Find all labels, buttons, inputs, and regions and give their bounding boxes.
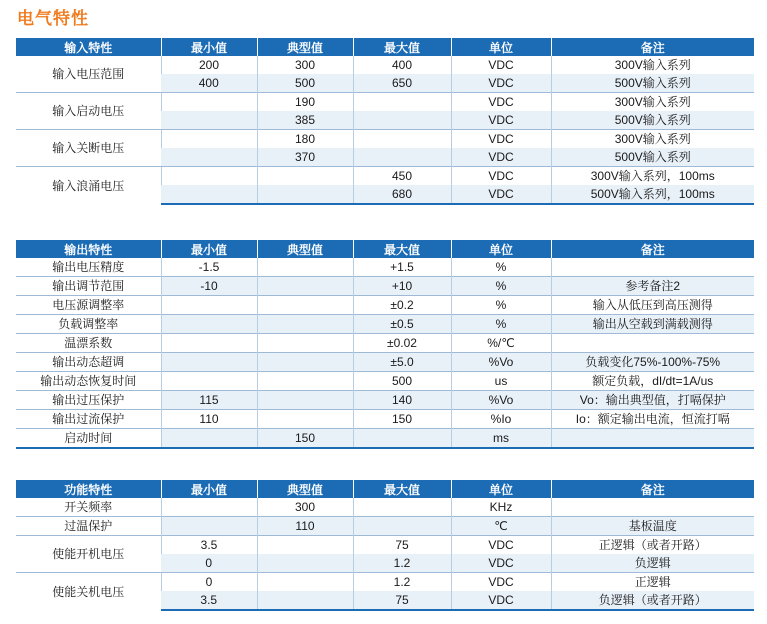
max-value-cell: ±0.5 xyxy=(353,315,451,334)
remark-cell xyxy=(551,334,754,353)
parameter-label: 开关频率 xyxy=(16,498,161,517)
min-value-cell xyxy=(161,353,257,372)
typ-value-cell: 150 xyxy=(257,429,353,449)
max-value-cell: 150 xyxy=(353,410,451,429)
remark-cell: 负载变化75%-100%-75% xyxy=(551,353,754,372)
min-value-cell xyxy=(161,296,257,315)
unit-cell: ℃ xyxy=(451,517,551,536)
remark-cell: 输出从空载到满载测得 xyxy=(551,315,754,334)
column-header: 最大值 xyxy=(353,480,451,498)
typ-value-cell xyxy=(257,391,353,410)
column-header: 单位 xyxy=(451,38,551,56)
max-value-cell: 75 xyxy=(353,591,451,610)
column-header: 最大值 xyxy=(353,38,451,56)
min-value-cell xyxy=(161,429,257,449)
unit-cell: %/℃ xyxy=(451,334,551,353)
remark-cell xyxy=(551,258,754,277)
typ-value-cell: 370 xyxy=(257,148,353,167)
table-row xyxy=(16,429,754,449)
max-value-cell: 400 xyxy=(353,56,451,74)
table-row xyxy=(16,277,754,296)
max-value-cell: 500 xyxy=(353,372,451,391)
typ-value-cell xyxy=(257,167,353,186)
unit-cell: % xyxy=(451,277,551,296)
column-header: 最大值 xyxy=(353,240,451,258)
unit-cell: ms xyxy=(451,429,551,449)
max-value-cell: +1.5 xyxy=(353,258,451,277)
max-value-cell xyxy=(353,111,451,130)
column-header: 典型值 xyxy=(257,38,353,56)
typ-value-cell xyxy=(257,296,353,315)
typ-value-cell xyxy=(257,372,353,391)
table-row xyxy=(16,130,754,149)
min-value-cell xyxy=(161,372,257,391)
typ-value-cell: 190 xyxy=(257,93,353,112)
parameter-label: 输出动态恢复时间 xyxy=(16,372,161,391)
unit-cell: VDC xyxy=(451,148,551,167)
min-value-cell xyxy=(161,334,257,353)
min-value-cell: -10 xyxy=(161,277,257,296)
parameter-label: 使能开机电压 xyxy=(16,536,161,573)
typ-value-cell xyxy=(257,185,353,204)
max-value-cell xyxy=(353,130,451,149)
function-characteristics-table xyxy=(16,480,754,611)
table-row xyxy=(16,296,754,315)
remark-cell: 300V输入系列 xyxy=(551,93,754,112)
max-value-cell: ±0.2 xyxy=(353,296,451,315)
parameter-label: 过温保护 xyxy=(16,517,161,536)
remark-cell: 额定负载，dI/dt=1A/us xyxy=(551,372,754,391)
column-header: 输入特性 xyxy=(16,38,161,56)
max-value-cell: 650 xyxy=(353,74,451,93)
parameter-label: 输出动态超调 xyxy=(16,353,161,372)
unit-cell: VDC xyxy=(451,93,551,112)
column-header: 最小值 xyxy=(161,38,257,56)
max-value-cell: 1.2 xyxy=(353,554,451,573)
typ-value-cell: 385 xyxy=(257,111,353,130)
typ-value-cell xyxy=(257,277,353,296)
min-value-cell xyxy=(161,315,257,334)
parameter-label: 启动时间 xyxy=(16,429,161,449)
table-row xyxy=(16,573,754,592)
remark-cell: 300V输入系列 xyxy=(551,56,754,74)
parameter-label: 输入浪涌电压 xyxy=(16,167,161,205)
typ-value-cell xyxy=(257,410,353,429)
min-value-cell: 115 xyxy=(161,391,257,410)
unit-cell: %Vo xyxy=(451,353,551,372)
section-title: 电气特性 xyxy=(17,9,89,28)
max-value-cell xyxy=(353,93,451,112)
min-value-cell xyxy=(161,130,257,149)
typ-value-cell xyxy=(257,573,353,592)
min-value-cell xyxy=(161,111,257,130)
unit-cell: VDC xyxy=(451,74,551,93)
unit-cell: VDC xyxy=(451,130,551,149)
parameter-label: 输出过压保护 xyxy=(16,391,161,410)
parameter-label: 输出调节范围 xyxy=(16,277,161,296)
remark-cell: 负逻辑（或者开路） xyxy=(551,591,754,610)
min-value-cell: 400 xyxy=(161,74,257,93)
output-characteristics-table xyxy=(16,240,754,449)
unit-cell: % xyxy=(451,315,551,334)
unit-cell: % xyxy=(451,258,551,277)
remark-cell: 300V输入系列 xyxy=(551,130,754,149)
remark-cell: 300V输入系列，100ms xyxy=(551,167,754,186)
max-value-cell: 680 xyxy=(353,185,451,204)
parameter-label: 输入电压范围 xyxy=(16,56,161,93)
unit-cell: VDC xyxy=(451,111,551,130)
typ-value-cell: 300 xyxy=(257,498,353,517)
typ-value-cell xyxy=(257,591,353,610)
unit-cell: VDC xyxy=(451,56,551,74)
remark-cell: 输入从低压到高压测得 xyxy=(551,296,754,315)
remark-cell: 500V输入系列 xyxy=(551,148,754,167)
unit-cell: VDC xyxy=(451,591,551,610)
unit-cell: VDC xyxy=(451,573,551,592)
parameter-label: 输出过流保护 xyxy=(16,410,161,429)
typ-value-cell xyxy=(257,536,353,555)
table-row xyxy=(16,93,754,112)
column-header: 功能特性 xyxy=(16,480,161,498)
column-header: 备注 xyxy=(551,38,754,56)
column-header: 单位 xyxy=(451,480,551,498)
parameter-label: 使能关机电压 xyxy=(16,573,161,611)
parameter-label: 温漂系数 xyxy=(16,334,161,353)
column-header: 单位 xyxy=(451,240,551,258)
unit-cell: %Io xyxy=(451,410,551,429)
input-characteristics-table xyxy=(16,38,754,205)
typ-value-cell: 500 xyxy=(257,74,353,93)
unit-cell: % xyxy=(451,296,551,315)
max-value-cell xyxy=(353,498,451,517)
unit-cell: us xyxy=(451,372,551,391)
unit-cell: VDC xyxy=(451,536,551,555)
remark-cell: 正逻辑 xyxy=(551,573,754,592)
max-value-cell: 450 xyxy=(353,167,451,186)
column-header: 典型值 xyxy=(257,240,353,258)
remark-cell: 负逻辑 xyxy=(551,554,754,573)
typ-value-cell xyxy=(257,353,353,372)
remark-cell: 基板温度 xyxy=(551,517,754,536)
remark-cell: Io：额定输出电流，恒流打嗝 xyxy=(551,410,754,429)
unit-cell: VDC xyxy=(451,185,551,204)
min-value-cell: 200 xyxy=(161,56,257,74)
parameter-label: 输入关断电压 xyxy=(16,130,161,167)
table-row xyxy=(16,391,754,410)
unit-cell: %Vo xyxy=(451,391,551,410)
typ-value-cell xyxy=(257,334,353,353)
parameter-label: 电压源调整率 xyxy=(16,296,161,315)
max-value-cell: ±0.02 xyxy=(353,334,451,353)
remark-cell: 500V输入系列，100ms xyxy=(551,185,754,204)
remark-cell: 500V输入系列 xyxy=(551,74,754,93)
column-header: 输出特性 xyxy=(16,240,161,258)
table-row xyxy=(16,167,754,186)
remark-cell: 500V输入系列 xyxy=(551,111,754,130)
parameter-label: 负载调整率 xyxy=(16,315,161,334)
min-value-cell xyxy=(161,185,257,204)
max-value-cell: 1.2 xyxy=(353,573,451,592)
header-row xyxy=(16,240,754,258)
table-row xyxy=(16,498,754,517)
column-header: 典型值 xyxy=(257,480,353,498)
max-value-cell xyxy=(353,148,451,167)
column-header: 备注 xyxy=(551,240,754,258)
table-row xyxy=(16,353,754,372)
table-row xyxy=(16,334,754,353)
min-value-cell xyxy=(161,517,257,536)
max-value-cell xyxy=(353,517,451,536)
table-row xyxy=(16,315,754,334)
remark-cell: Vo：输出典型值，打嗝保护 xyxy=(551,391,754,410)
max-value-cell: ±5.0 xyxy=(353,353,451,372)
min-value-cell xyxy=(161,148,257,167)
min-value-cell xyxy=(161,498,257,517)
table-row xyxy=(16,372,754,391)
unit-cell: VDC xyxy=(451,167,551,186)
max-value-cell: 140 xyxy=(353,391,451,410)
min-value-cell: 3.5 xyxy=(161,536,257,555)
min-value-cell xyxy=(161,93,257,112)
unit-cell: VDC xyxy=(451,554,551,573)
min-value-cell: 0 xyxy=(161,554,257,573)
max-value-cell: 75 xyxy=(353,536,451,555)
max-value-cell xyxy=(353,429,451,449)
column-header: 最小值 xyxy=(161,480,257,498)
table-row xyxy=(16,517,754,536)
typ-value-cell xyxy=(257,315,353,334)
min-value-cell: 0 xyxy=(161,573,257,592)
parameter-label: 输入启动电压 xyxy=(16,93,161,130)
table-row xyxy=(16,258,754,277)
min-value-cell: 110 xyxy=(161,410,257,429)
min-value-cell xyxy=(161,167,257,186)
table-row xyxy=(16,56,754,74)
parameter-label: 输出电压精度 xyxy=(16,258,161,277)
column-header: 备注 xyxy=(551,480,754,498)
unit-cell: KHz xyxy=(451,498,551,517)
remark-cell: 正逻辑（或者开路） xyxy=(551,536,754,555)
table-row xyxy=(16,536,754,555)
typ-value-cell xyxy=(257,554,353,573)
remark-cell xyxy=(551,429,754,449)
header-row xyxy=(16,38,754,56)
typ-value-cell: 300 xyxy=(257,56,353,74)
min-value-cell: -1.5 xyxy=(161,258,257,277)
max-value-cell: +10 xyxy=(353,277,451,296)
remark-cell: 参考备注2 xyxy=(551,277,754,296)
column-header: 最小值 xyxy=(161,240,257,258)
typ-value-cell: 180 xyxy=(257,130,353,149)
header-row xyxy=(16,480,754,498)
typ-value-cell: 110 xyxy=(257,517,353,536)
remark-cell xyxy=(551,498,754,517)
min-value-cell: 3.5 xyxy=(161,591,257,610)
table-row xyxy=(16,410,754,429)
typ-value-cell xyxy=(257,258,353,277)
